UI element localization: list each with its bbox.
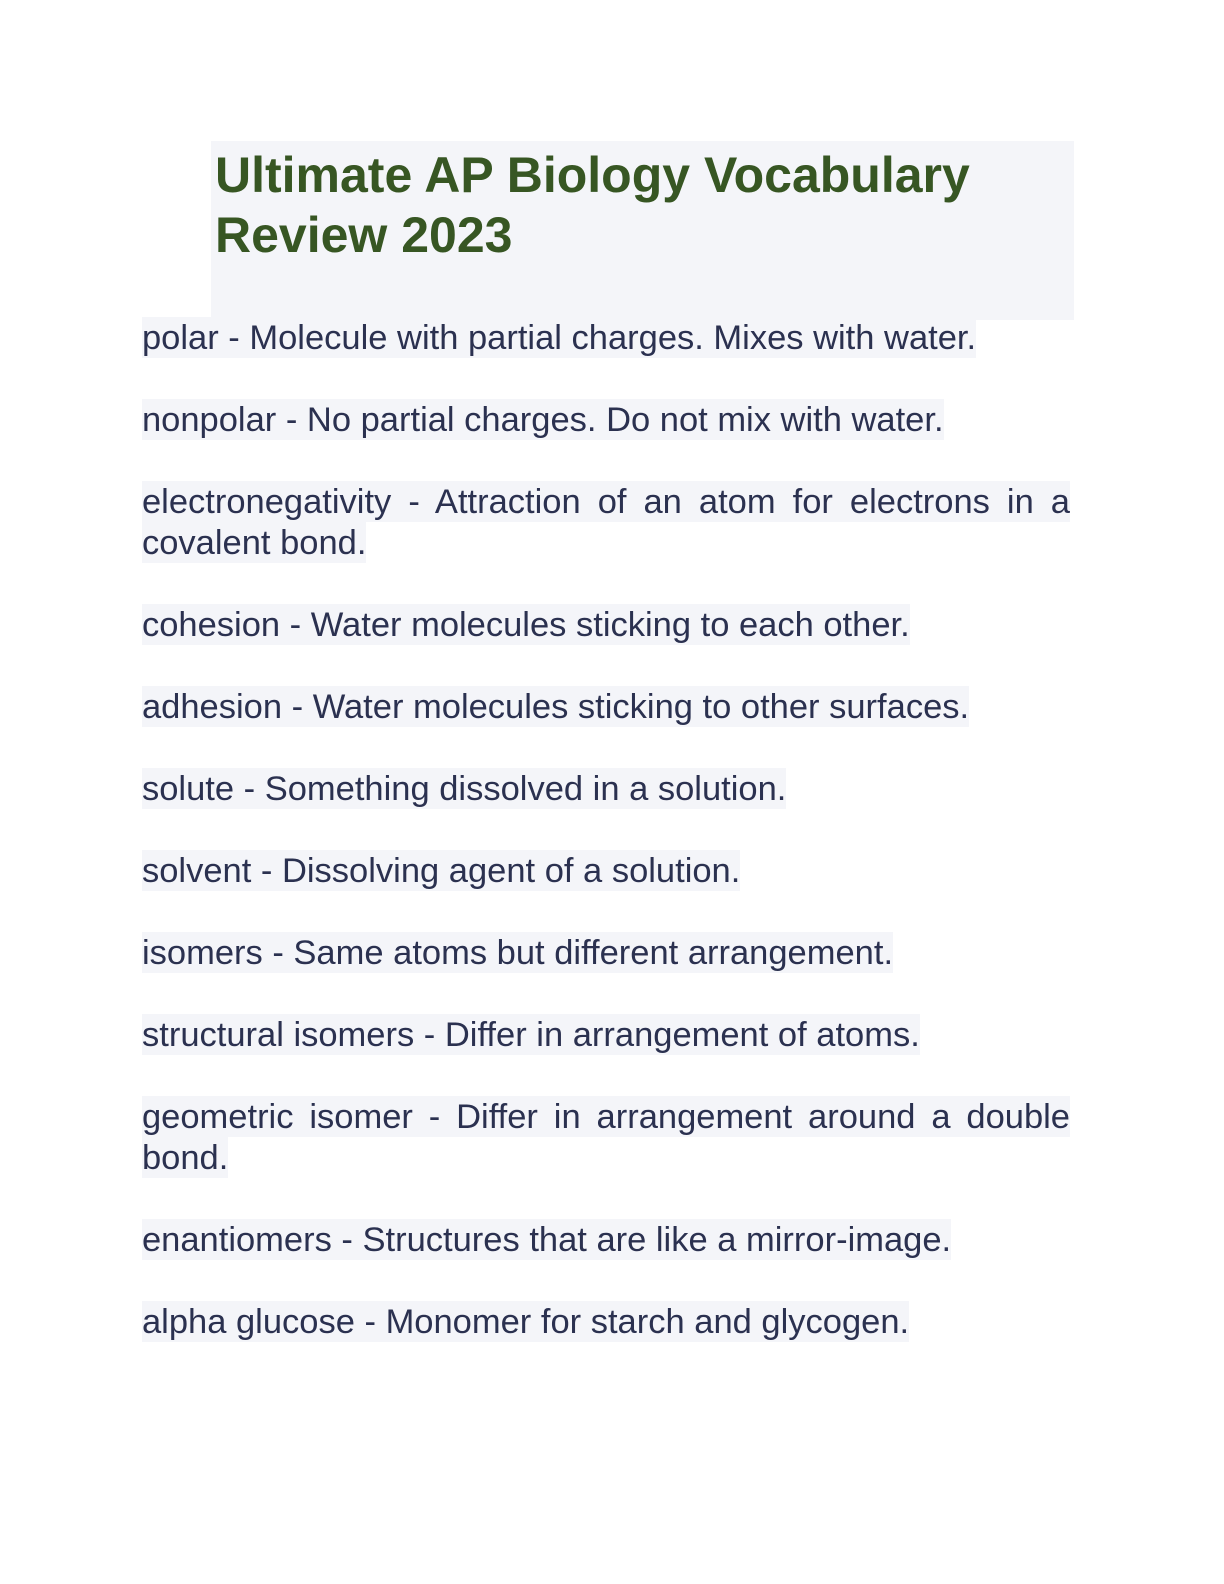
- vocabulary-entry: [142, 605, 1070, 646]
- vocabulary-entry-text: cohesion - Water molecules sticking to each other.: [142, 606, 910, 644]
- vocabulary-list: [142, 318, 1070, 1384]
- vocabulary-entry-text: isomers - Same atoms but different arrangement.: [142, 934, 894, 972]
- vocabulary-entry: [142, 400, 1070, 441]
- vocabulary-entry: [142, 1302, 1070, 1343]
- vocabulary-entry: [142, 482, 1070, 564]
- vocabulary-entry: [142, 1220, 1070, 1261]
- vocabulary-entry: [142, 687, 1070, 728]
- vocabulary-entry: [142, 769, 1070, 810]
- vocabulary-entry-text: nonpolar - No partial charges. Do not mix with water.: [142, 401, 944, 439]
- vocabulary-entry-text: alpha glucose - Monomer for starch and glycogen.: [142, 1303, 910, 1341]
- vocabulary-entry: [142, 933, 1070, 974]
- vocabulary-entry-text: structural isomers - Differ in arrangement of atoms.: [142, 1016, 920, 1054]
- document-title: Ultimate AP Biology Vocabulary Review 2023: [215, 147, 970, 263]
- vocabulary-entry-text: enantiomers - Structures that are like a mirror-image.: [142, 1221, 952, 1259]
- vocabulary-entry: [142, 1097, 1070, 1179]
- vocabulary-entry-text: electronegativity - Attraction of an atom for electrons in a covalent bond.: [142, 483, 1070, 562]
- vocabulary-entry: [142, 1015, 1070, 1056]
- vocabulary-entry-text: polar - Molecule with partial charges. Mixes with water.: [142, 319, 977, 357]
- vocabulary-entry: [142, 851, 1070, 892]
- vocabulary-entry-text: solvent - Dissolving agent of a solution.: [142, 852, 741, 890]
- vocabulary-entry-text: geometric isomer - Differ in arrangement around a double bond.: [142, 1098, 1070, 1177]
- vocabulary-entry-text: solute - Something dissolved in a solution.: [142, 770, 787, 808]
- title-block: [211, 141, 1074, 320]
- vocabulary-entry-text: adhesion - Water molecules sticking to other surfaces.: [142, 688, 970, 726]
- vocabulary-entry: [142, 318, 1070, 359]
